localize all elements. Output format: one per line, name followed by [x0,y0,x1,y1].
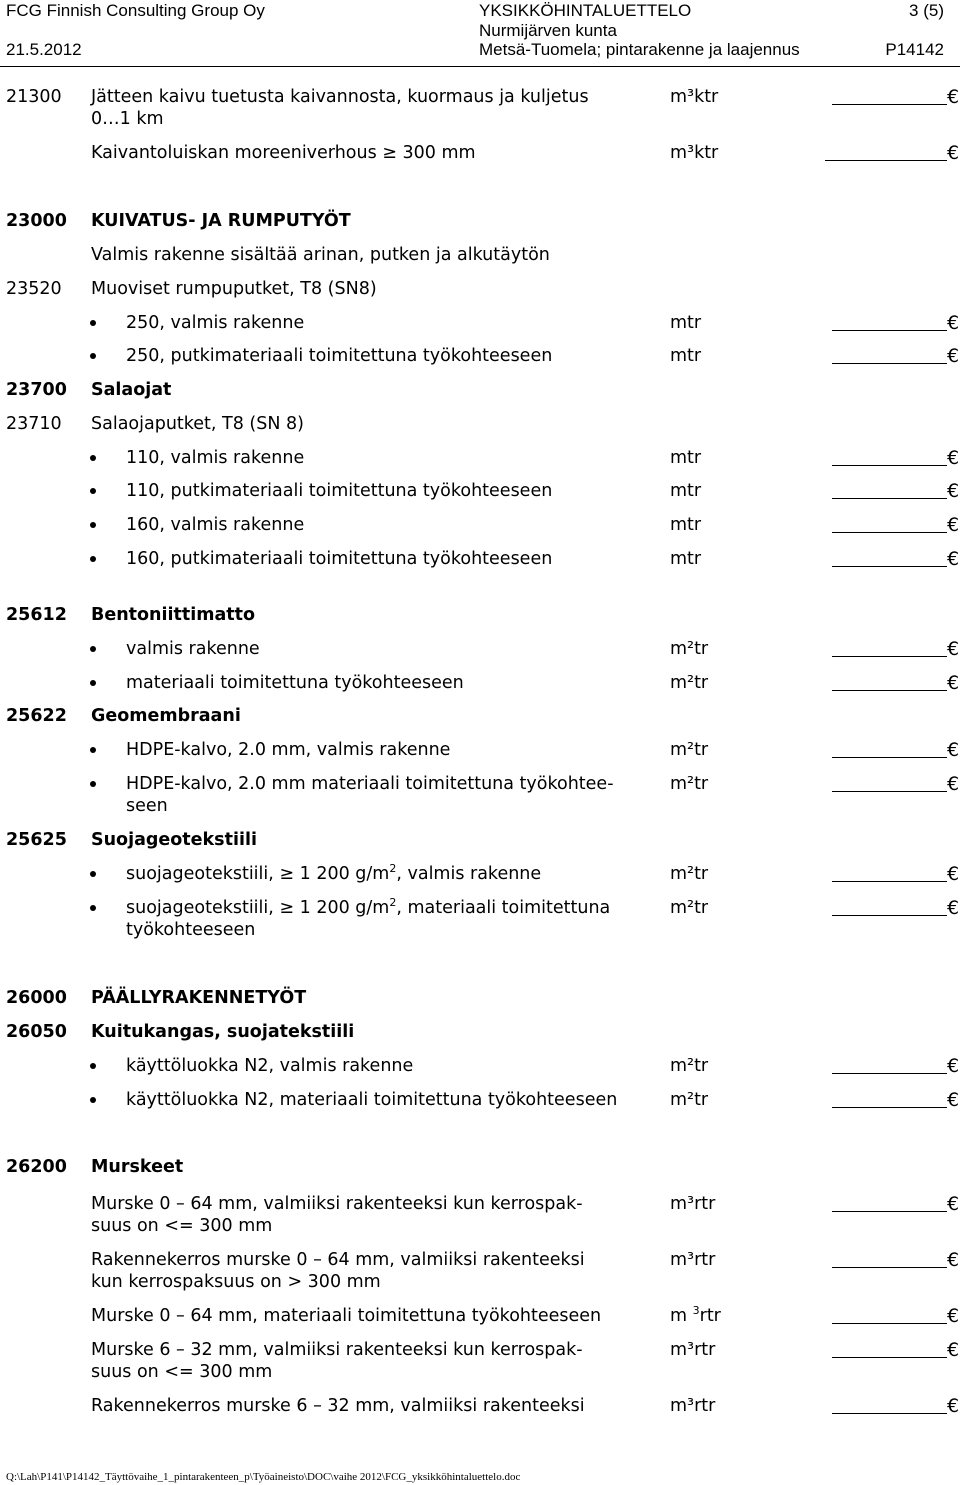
unit-label: mtr [670,313,702,333]
bullet-icon [89,897,101,919]
client-name: Nurmijärven kunta [479,21,617,40]
unit-label: m²tr [670,774,709,794]
unit-label: m³rtr [670,1194,716,1214]
euro-icon: € [947,773,960,795]
item-description: 250, valmis rakenne [126,313,305,333]
price-blank[interactable] [832,363,947,364]
section-code: 26000 [6,988,67,1008]
euro-icon: € [947,142,960,164]
bullet-icon [89,638,101,660]
project-name: Metsä-Tuomela; pintarakenne ja laajennus [479,40,800,59]
item-description: materiaali toimitettuna työkohteeseen [126,673,464,693]
price-blank[interactable] [832,104,947,105]
unit-label: m²tr [670,864,709,884]
item-description-cont: suus on <= 300 mm [91,1362,273,1382]
item-description: Rakennekerros murske 0 – 64 mm, valmiiksi rakenteeksi [91,1250,585,1270]
item-description: Jätteen kaivu tuetusta kaivannosta, kuormaus ja kuljetus [91,87,589,107]
euro-icon: € [947,548,960,570]
price-blank[interactable] [832,1211,947,1212]
price-blank[interactable] [832,757,947,758]
section-title: PÄÄLLYRAKENNETYÖT [91,988,307,1008]
section-code: 25622 [6,706,67,726]
section-title: KUIVATUS- JA RUMPUTYÖT [91,211,351,231]
item-description: 160, valmis rakenne [126,515,305,535]
euro-icon: € [947,480,960,502]
price-blank[interactable] [832,566,947,567]
item-description: valmis rakenne [126,639,260,659]
euro-icon: € [947,1089,960,1111]
unit-label: m²tr [670,639,709,659]
euro-icon: € [947,672,960,694]
item-description-cont: seen [126,796,168,816]
item-code: 23520 [6,279,62,299]
item-description: HDPE-kalvo, 2.0 mm materiaali toimitettuna työkohtee- [126,774,614,794]
section-title: Geomembraani [91,706,241,726]
section-title: Kuitukangas, suojatekstiili [91,1022,355,1042]
bullet-icon [89,739,101,761]
unit-label: m³ktr [670,87,719,107]
item-description: Murske 0 – 64 mm, valmiiksi rakenteeksi kun kerrospak- [91,1194,583,1214]
bullet-icon [89,447,101,469]
bullet-icon [89,480,101,502]
item-description: Kaivantoluiskan moreeniverhous ≥ 300 mm [91,143,476,163]
item-description: Rakennekerros murske 6 – 32 mm, valmiiksi rakenteeksi [91,1396,585,1416]
item-description-cont: suus on <= 300 mm [91,1216,273,1236]
price-blank[interactable] [832,532,947,533]
price-blank[interactable] [832,690,947,691]
section-code: 23000 [6,211,67,231]
section-title: Suojageotekstiili [91,830,257,850]
section-code: 26200 [6,1157,67,1177]
unit-label: mtr [670,515,702,535]
section-title: Murskeet [91,1157,184,1177]
page-number: 3 (5) [909,1,944,20]
euro-icon: € [947,739,960,761]
item-code: 23710 [6,414,62,434]
price-blank[interactable] [825,160,947,161]
item-description: Murske 0 – 64 mm, materiaali toimitettuna työkohteeseen [91,1306,602,1326]
item-code: 21300 [6,87,62,107]
euro-icon: € [947,86,960,108]
bullet-icon [89,345,101,367]
header-rule [0,66,960,67]
price-blank[interactable] [832,1107,947,1108]
greater-equal-icon: ≥ [279,864,295,884]
unit-label: m³rtr [670,1250,716,1270]
item-title: Salaojaputket, T8 (SN 8) [91,414,304,434]
unit-label: m²tr [670,898,709,918]
unit-label: mtr [670,549,702,569]
item-description: käyttöluokka N2, valmis rakenne [126,1056,414,1076]
item-description-cont: työkohteeseen [126,920,256,940]
price-blank[interactable] [832,1413,947,1414]
item-description: suojageotekstiili, ≥ 1 200 $g/m^2$, valmis rakenne [126,862,542,884]
unit-label: m³ktr [670,143,719,163]
section-title: Salaojat [91,380,172,400]
bullet-icon [89,672,101,694]
item-description-cont: kun kerrospaksuus on > 300 mm [91,1272,381,1292]
item-description: Murske 6 – 32 mm, valmiiksi rakenteeksi kun kerrospak- [91,1340,583,1360]
bullet-icon [89,1055,101,1077]
item-description-cont: 0…1 km [91,109,164,129]
price-blank[interactable] [832,915,947,916]
item-description: 160, putkimateriaali toimitettuna työkohteeseen [126,549,553,569]
item-title: Muoviset rumpuputket, T8 (SN8) [91,279,377,299]
bullet-icon [89,514,101,536]
price-blank[interactable] [832,881,947,882]
section-note: Valmis rakenne sisältää arinan, putken ja alkutäytön [91,245,550,265]
bullet-icon [89,548,101,570]
section-code: 26050 [6,1022,67,1042]
bullet-icon [89,773,101,795]
price-blank[interactable] [832,1357,947,1358]
price-blank[interactable] [832,465,947,466]
unit-label: m $^3$rtr [670,1304,721,1326]
euro-icon: € [947,863,960,885]
document-title: YKSIKKÖHINTALUETTELO [479,1,692,20]
euro-icon: € [947,1193,960,1215]
euro-icon: € [947,897,960,919]
euro-icon: € [947,1395,960,1417]
unit-label: mtr [670,346,702,366]
section-code: 23700 [6,380,67,400]
company-name: FCG Finnish Consulting Group Oy [6,1,265,20]
bullet-icon [89,312,101,334]
greater-equal-icon: ≥ [382,143,397,163]
price-blank[interactable] [832,1323,947,1324]
unit-label: m²tr [670,1090,709,1110]
euro-icon: € [947,345,960,367]
euro-icon: € [947,1249,960,1271]
euro-icon: € [947,1305,960,1327]
euro-icon: € [947,638,960,660]
section-title: Bentoniittimatto [91,605,256,625]
bullet-icon [89,863,101,885]
price-blank[interactable] [832,791,947,792]
euro-icon: € [947,1339,960,1361]
unit-label: m³rtr [670,1340,716,1360]
section-code: 25625 [6,830,67,850]
euro-icon: € [947,514,960,536]
item-description: 110, putkimateriaali toimitettuna työkohteeseen [126,481,553,501]
item-description: 250, putkimateriaali toimitettuna työkohteeseen [126,346,553,366]
unit-label: m²tr [670,1056,709,1076]
bullet-icon [89,1089,101,1111]
unit-label: m²tr [670,673,709,693]
unit-label: mtr [670,481,702,501]
price-blank[interactable] [832,1073,947,1074]
price-blank[interactable] [832,330,947,331]
section-code: 25612 [6,605,67,625]
unit-label: m³rtr [670,1396,716,1416]
price-blank[interactable] [832,656,947,657]
euro-icon: € [947,1055,960,1077]
project-code: P14142 [885,40,944,59]
unit-label: m²tr [670,740,709,760]
price-blank[interactable] [832,1267,947,1268]
item-description: HDPE-kalvo, 2.0 mm, valmis rakenne [126,740,451,760]
euro-icon: € [947,312,960,334]
item-description: käyttöluokka N2, materiaali toimitettuna työkohteeseen [126,1090,618,1110]
price-blank[interactable] [832,498,947,499]
unit-label: mtr [670,448,702,468]
item-description: suojageotekstiili, ≥ 1 200 $g/m^2$, materiaali toimitettuna [126,896,611,918]
file-path-footer: Q:\Lah\P141\P14142_Täyttövaihe_1_pintarakenteen_p\Työaineisto\DOC\vaihe 2012\FCG_yksikköhintaluettelo.doc [6,1471,521,1483]
euro-icon: € [947,447,960,469]
item-description: 110, valmis rakenne [126,448,305,468]
greater-equal-icon: ≥ [279,898,295,918]
document-date: 21.5.2012 [6,40,82,59]
